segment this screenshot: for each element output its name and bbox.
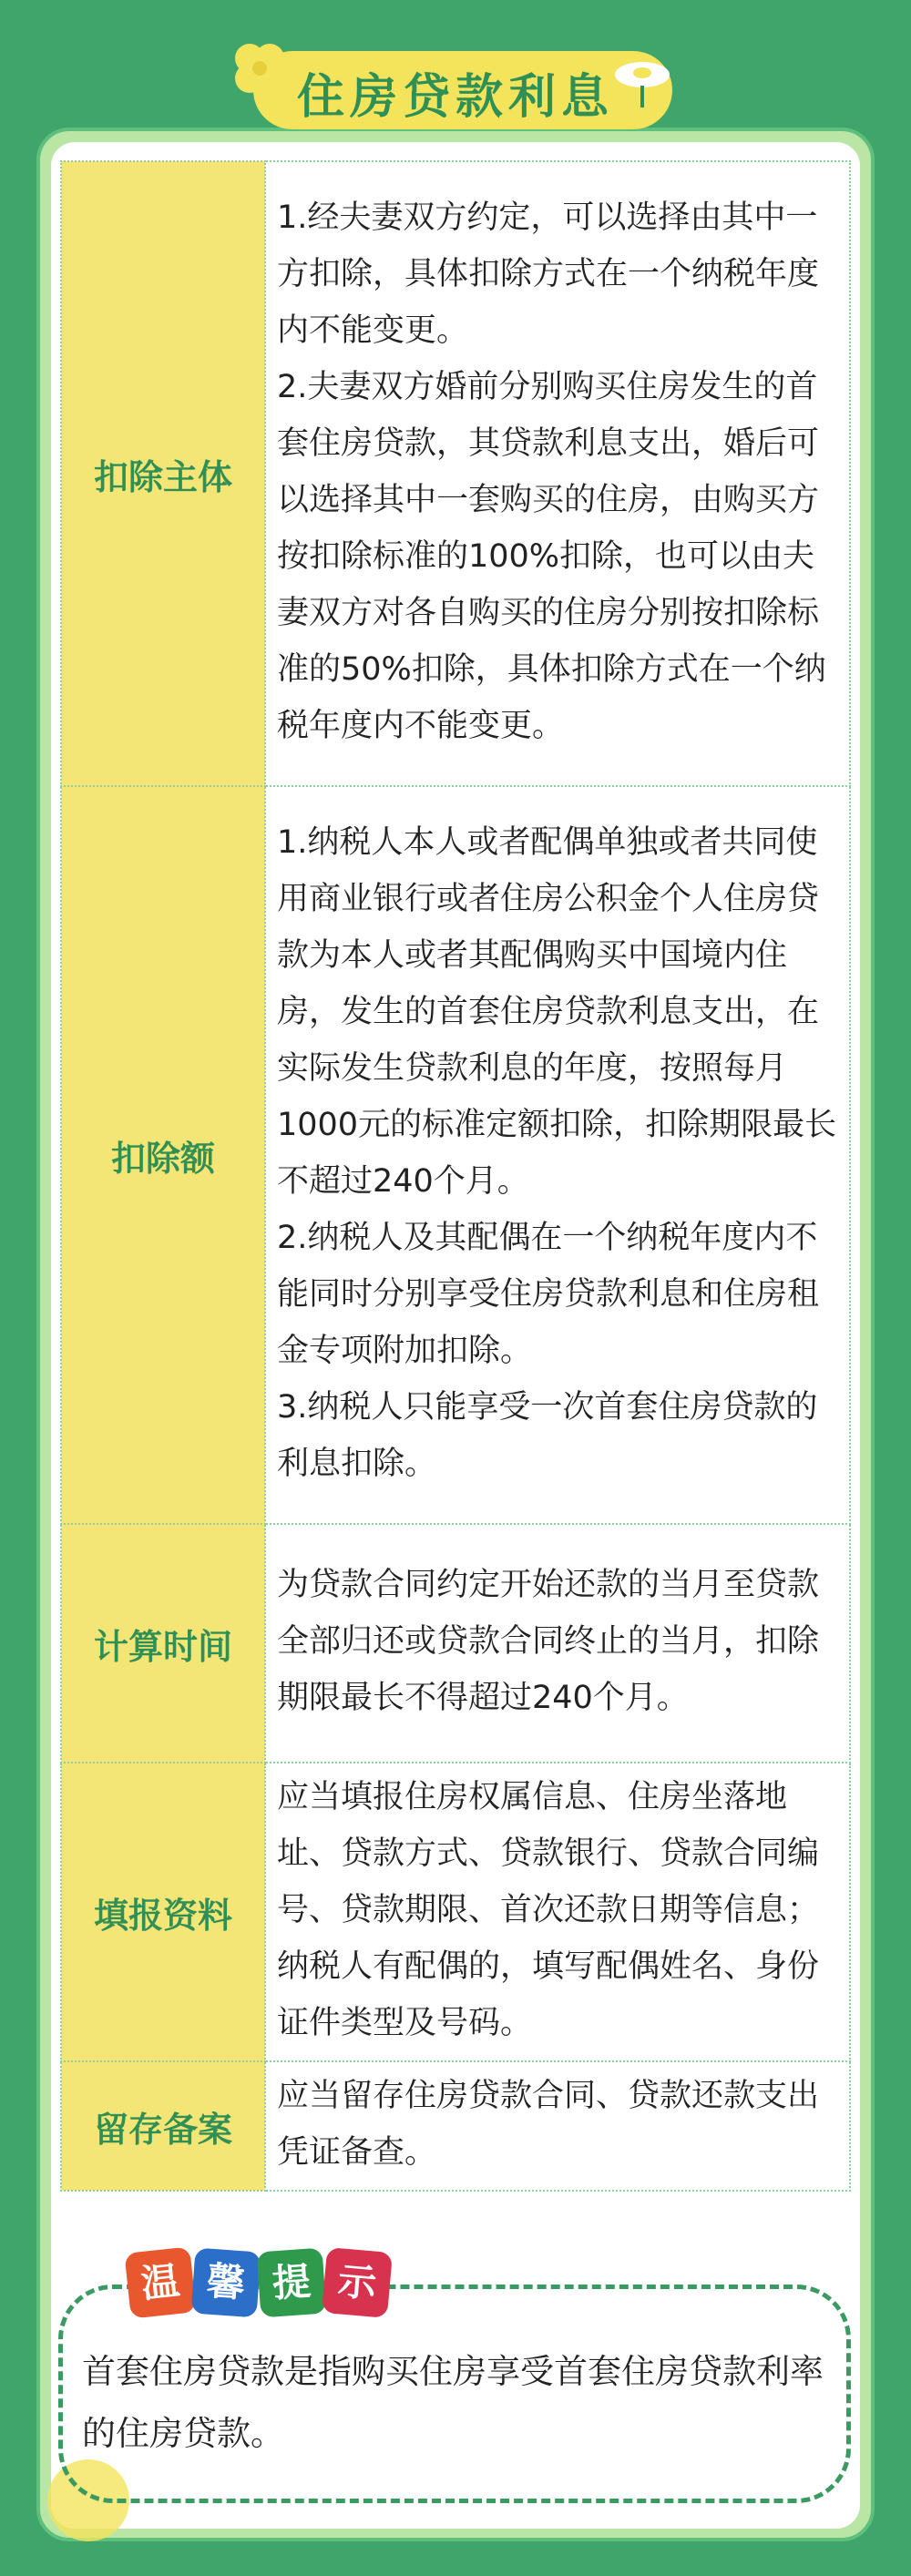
paragraph: 2.纳税人及其配偶在一个纳税年度内不能同时分别享受住房贷款利息和住房租金专项附加扣除。 [277, 1220, 820, 1369]
table-row [61, 2061, 850, 2191]
table-row [61, 786, 850, 1524]
paragraph: 2.夫妻双方婚前分别购买住房发生的首套住房贷款，其贷款利息支出，婚后可以选择其中一套购买的住房，由购买方按扣除标准的100%扣除，也可以由夫妻双方对各自购买的住房分别按扣除标准的50%扣除，具体扣除方式在一个纳税年度内不能变更。 [277, 369, 826, 744]
row-key: 扣除额 [61, 786, 265, 1524]
paragraph: 1.经夫妻双方约定，可以选择由其中一方扣除，具体扣除方式在一个纳税年度内不能变更。 [277, 199, 820, 349]
paragraph: 应当填报住房权属信息、住房坐落地址、贷款方式、贷款银行、贷款合同编号、贷款期限、首次还款日期等信息；纳税人有配偶的，填写配偶姓名、身份证件类型及号码。 [277, 1779, 820, 2041]
tip-badge: 馨 [191, 2248, 261, 2318]
table-row [61, 1763, 850, 2061]
row-value [265, 1524, 850, 1763]
row-value [265, 786, 850, 1524]
paragraph: 1.纳税人本人或者配偶单独或者共同使用商业银行或者住房公积金个人住房贷款为本人或者其配偶购买中国境内住房，发生的首套住房贷款利息支出，在实际发生贷款利息的年度，按照每月1000元的标准定额扣除，扣除期限最长不超过240个月。 [277, 824, 837, 1200]
row-value [265, 161, 850, 786]
row-key: 扣除主体 [61, 161, 265, 786]
row-key: 留存备案 [61, 2061, 265, 2191]
info-table [60, 160, 851, 2192]
title-banner [228, 36, 683, 137]
row-key: 计算时间 [61, 1524, 265, 1763]
tip-badge: 温 [124, 2246, 196, 2318]
paragraph: 应当留存住房贷款合同、贷款还款支出凭证备查。 [277, 2078, 820, 2171]
row-value [265, 1763, 850, 2061]
row-key: 填报资料 [61, 1763, 265, 2061]
page-title: 住房贷款利息 [296, 70, 614, 125]
tip-badge: 示 [322, 2247, 393, 2318]
paragraph: 为贷款合同约定开始还款的当月至贷款全部归还或贷款合同终止的当月，扣除期限最长不得超过240个月。 [277, 1567, 820, 1716]
tip-text: 首套住房贷款是指购买住房享受首套住房贷款利率的住房贷款。 [82, 2352, 824, 2453]
tip-badge: 提 [257, 2248, 327, 2318]
row-value [265, 2061, 850, 2191]
paragraph: 3.纳税人只能享受一次首套住房贷款的利息扣除。 [277, 1389, 818, 1482]
table-row [61, 161, 850, 786]
table-row [61, 1524, 850, 1763]
